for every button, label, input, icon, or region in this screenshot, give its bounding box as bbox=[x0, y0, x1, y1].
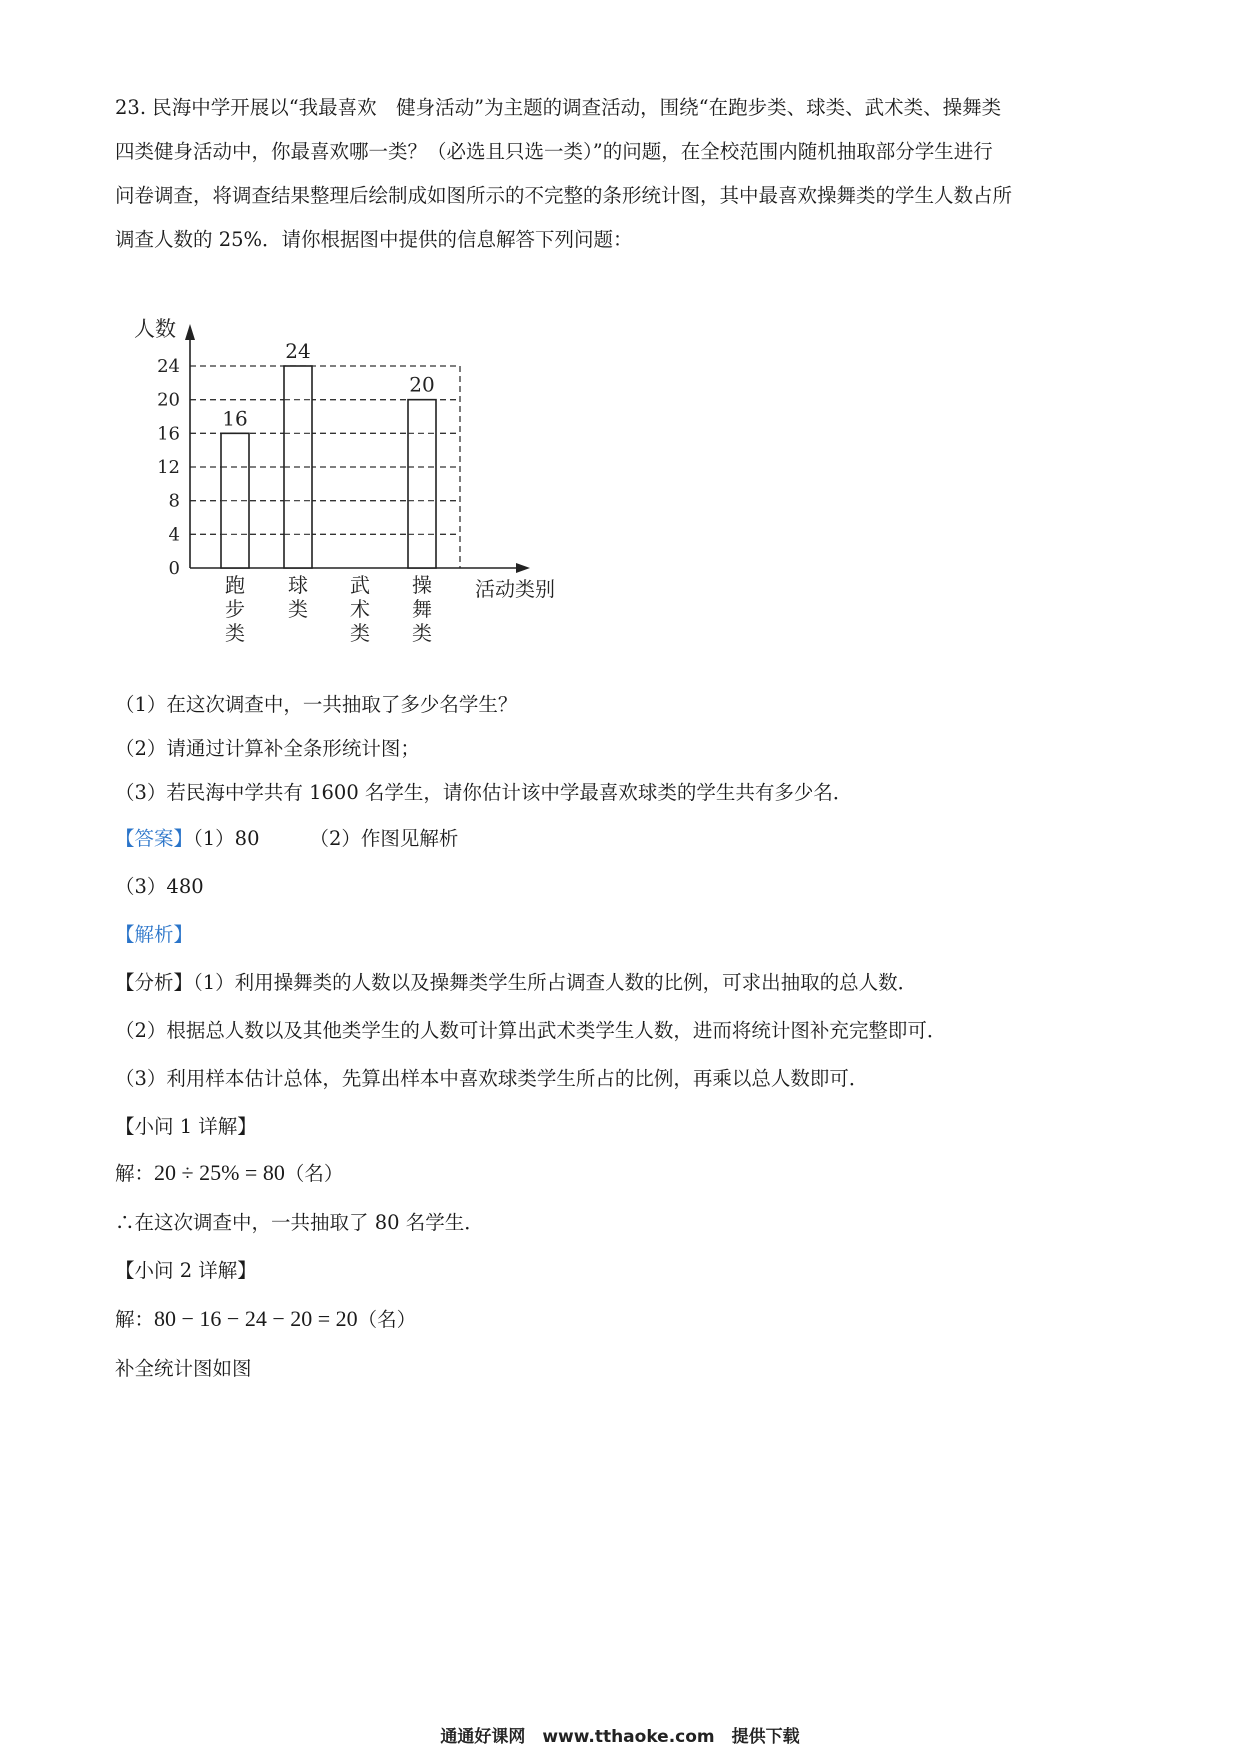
x-tick-label-1-char-2: 步 bbox=[225, 597, 245, 621]
footer-source: 通通好课网 www.tthaoke.com 提供下载 bbox=[440, 1727, 800, 1747]
bar-chart-svg bbox=[130, 318, 580, 658]
question-2: （2）请通过计算补全条形统计图； bbox=[115, 737, 420, 760]
fenxi-line-1 bbox=[115, 970, 917, 996]
bar-4 bbox=[408, 400, 436, 568]
problem-line-1: 23. 民海中学开展以“我最喜欢 健身活动”为主题的调查活动，围绕“在跑步类、球类、武术类、操舞类 bbox=[115, 96, 1002, 119]
x-tick-label-3-char-1: 武 bbox=[350, 573, 370, 597]
question-1: （1）在这次调查中，一共抽取了多少名学生？ bbox=[115, 693, 518, 716]
x-tick-label-4-char-2: 舞 bbox=[412, 597, 432, 621]
answer-part3: （3）480 bbox=[115, 875, 204, 898]
x-axis-label: 活动类别 bbox=[475, 577, 555, 601]
y-tick-label-20: 20 bbox=[157, 389, 180, 411]
q2-sol-math: 80 − 16 − 24 − 20 = 20 bbox=[154, 1306, 358, 1331]
q1-title: 【小问 1 详解】 bbox=[115, 1115, 257, 1138]
x-tick-label-1-char-1: 跑 bbox=[225, 573, 245, 597]
x-tick-label-2-char-1: 球 bbox=[288, 573, 308, 597]
answer-tag: 【答案】 bbox=[115, 827, 194, 850]
problem-line-4: 调查人数的 25%．请你根据图中提供的信息解答下列问题： bbox=[115, 228, 633, 251]
problem-line-2: 四类健身活动中，你最喜欢哪一类？（必选且只选一类）”的问题，在全校范围内随机抽取部分学生进行 bbox=[115, 140, 993, 163]
q1-sol-prefix: 解： bbox=[115, 1162, 155, 1185]
answer-part1: （1）80 bbox=[193, 827, 260, 850]
data-label-2: 24 bbox=[285, 339, 311, 363]
x-axis-arrow bbox=[516, 563, 530, 573]
x-tick-label-4-char-3: 类 bbox=[412, 621, 432, 645]
x-tick-label-3-char-3: 类 bbox=[350, 621, 370, 645]
q2-sol-prefix: 解： bbox=[115, 1308, 155, 1331]
y-tick-label-12: 12 bbox=[157, 457, 180, 478]
y-axis-label: 人数 bbox=[134, 318, 176, 341]
problem-line-3: 问卷调查，将调查结果整理后绘制成如图所示的不完整的条形统计图，其中最喜欢操舞类的学生人数占所 bbox=[115, 184, 1013, 207]
analysis-tag: 【解析】 bbox=[115, 923, 194, 946]
y-tick-label-4: 4 bbox=[168, 524, 180, 546]
q2-sol-unit: （名） bbox=[357, 1308, 417, 1331]
bar-chart bbox=[130, 318, 580, 658]
q2-after: 补全统计图如图 bbox=[115, 1357, 252, 1380]
data-label-1: 16 bbox=[222, 406, 248, 431]
y-tick-label-0: 0 bbox=[168, 558, 180, 579]
question-3: （3）若民海中学共有 1600 名学生，请你估计该中学最喜欢球类的学生共有多少名． bbox=[115, 781, 853, 804]
answer-line bbox=[115, 826, 458, 852]
fenxi-tag: 【分析】 bbox=[115, 971, 194, 994]
x-tick-label-1-char-3: 类 bbox=[225, 621, 245, 645]
x-tick-label-3-char-2: 术 bbox=[350, 597, 370, 621]
fenxi-line-3: （3）利用样本估计总体，先算出样本中喜欢球类学生所占的比例，再乘以总人数即可． bbox=[115, 1067, 869, 1090]
y-tick-label-24: 24 bbox=[157, 356, 180, 377]
q1-sol-unit: （名） bbox=[284, 1162, 344, 1185]
answer-part2: （2）作图见解析 bbox=[309, 827, 459, 850]
data-label-4: 20 bbox=[409, 372, 435, 397]
q2-title: 【小问 2 详解】 bbox=[115, 1259, 257, 1282]
q2-solution bbox=[115, 1306, 416, 1333]
y-tick-label-16: 16 bbox=[157, 423, 180, 445]
q1-sol-math: 20 ÷ 25% = 80 bbox=[154, 1160, 285, 1185]
y-axis-arrow bbox=[185, 324, 195, 340]
x-tick-label-4-char-1: 操 bbox=[412, 573, 432, 597]
fenxi-1: （1）利用操舞类的人数以及操舞类学生所占调查人数的比例，可求出抽取的总人数． bbox=[193, 971, 918, 994]
y-tick-label-8: 8 bbox=[168, 490, 180, 512]
q1-conclusion: ∴在这次调查中，一共抽取了 80 名学生． bbox=[115, 1211, 484, 1234]
x-tick-label-2-char-2: 类 bbox=[288, 597, 308, 621]
q1-solution bbox=[115, 1160, 343, 1187]
fenxi-line-2: （2）根据总人数以及其他类学生的人数可计算出武术类学生人数，进而将统计图补充完整即可． bbox=[115, 1019, 947, 1042]
